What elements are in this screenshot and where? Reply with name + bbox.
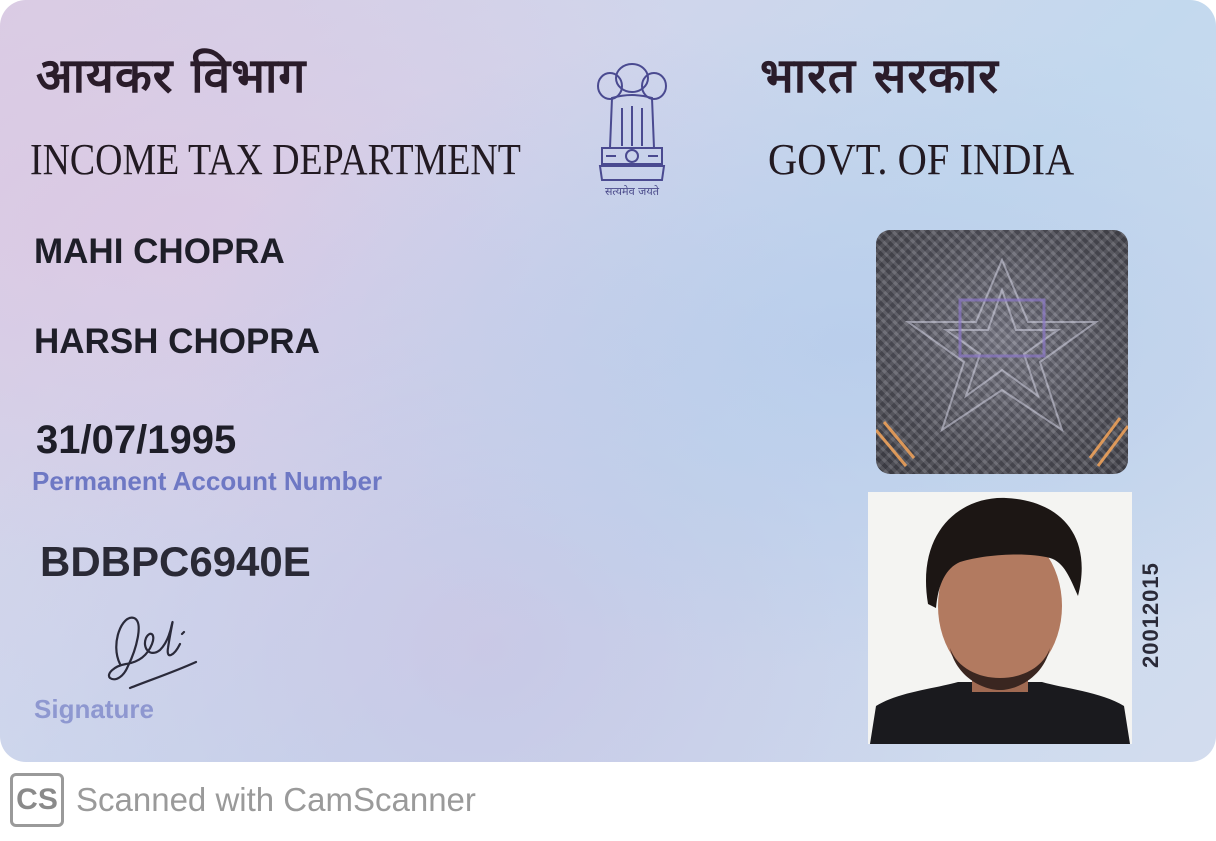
pan-number: BDBPC6940E [40, 538, 311, 585]
watermark-text: Scanned with CamScanner [76, 781, 476, 818]
hologram [876, 230, 1128, 474]
dept-hindi-title: आयकर विभाग [36, 48, 307, 104]
pan-label: Permanent Account Number [32, 466, 383, 496]
govt-hindi-title: भारत सरकार [760, 48, 999, 104]
govt-english-title: GOVT. OF INDIA [768, 135, 1075, 184]
date-of-birth: 31/07/1995 [36, 418, 237, 462]
cardholder-photo [868, 492, 1132, 744]
dept-english-title: INCOME TAX DEPARTMENT [30, 135, 521, 184]
cardholder-name: MAHI CHOPRA [34, 232, 285, 271]
signature-label: Signature [34, 694, 154, 724]
signature-mark [100, 604, 210, 704]
emblem-motto: सत्यमेव जयते [604, 185, 659, 198]
father-name: HARSH CHOPRA [34, 322, 320, 361]
camscanner-logo: CS [10, 773, 64, 827]
national-emblem-icon [582, 48, 682, 198]
camscanner-watermark [10, 772, 476, 828]
photo-serial-number: 20012015 [1138, 562, 1163, 668]
